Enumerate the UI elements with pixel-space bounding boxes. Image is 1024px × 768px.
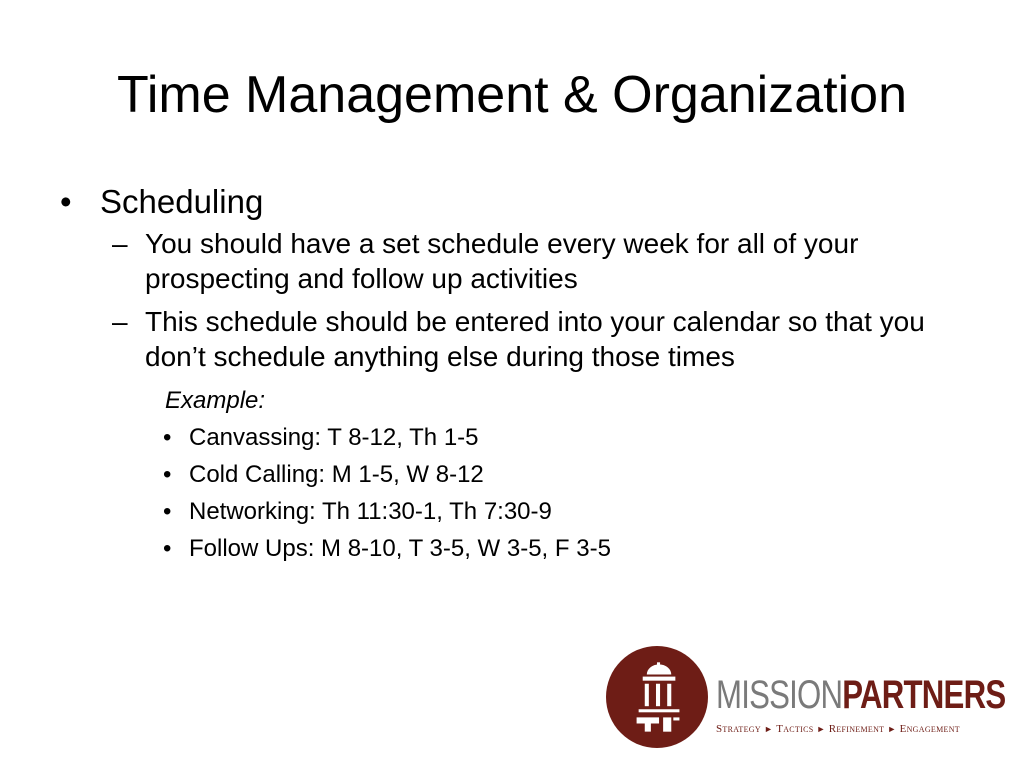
dash-icon: – — [112, 228, 128, 259]
sub-bullet-text: This schedule should be entered into your calendar so that you don’t schedule anything else during those times — [145, 306, 925, 372]
mission-partners-logo — [606, 646, 1006, 754]
example-item-canvassing — [163, 419, 980, 456]
tagline-strategy: Strategy — [716, 723, 761, 735]
tagline-engagement: Engagement — [899, 723, 960, 735]
sub-bullet-set-schedule — [112, 226, 950, 296]
example-text: Networking: Th 11:30-1, Th 7:30-9 — [189, 498, 552, 525]
example-text: Cold Calling: M 1-5, W 8-12 — [189, 461, 484, 488]
tagline-tactics: Tactics — [776, 723, 814, 735]
example-item-follow-ups — [163, 530, 980, 567]
tagline-refinement: Refinement — [828, 723, 885, 735]
logo-tagline — [716, 722, 960, 736]
example-item-cold-calling — [163, 456, 980, 493]
slide-title: Time Management & Organization — [116, 66, 907, 124]
logo-word-mission: MISSION — [716, 673, 843, 717]
bullet-icon: • — [60, 183, 72, 220]
dome-emblem-icon — [606, 646, 708, 748]
example-item-networking — [163, 493, 980, 530]
logo-wordmark — [716, 674, 1005, 716]
bullet-icon: • — [163, 498, 172, 525]
bullet-icon: • — [163, 424, 172, 451]
bullet-scheduling — [60, 180, 980, 224]
tag-arrow-icon: ► — [816, 724, 826, 734]
bullet-text: Scheduling — [100, 183, 264, 220]
logo-word-partners: PARTNERS — [842, 673, 1006, 717]
sub-bullet-calendar — [112, 304, 950, 374]
sub-bullet-text: You should have a set schedule every week for all of your prospecting and follow up activities — [145, 228, 859, 294]
slide-body — [60, 180, 980, 567]
tag-arrow-icon: ► — [887, 724, 897, 734]
example-label: Example: — [165, 387, 266, 414]
example-text: Follow Ups: M 8-10, T 3-5, W 3-5, F 3-5 — [189, 535, 611, 562]
dash-icon: – — [112, 306, 128, 337]
example-text: Canvassing: T 8-12, Th 1-5 — [189, 424, 479, 451]
bullet-icon: • — [163, 461, 172, 488]
bullet-icon: • — [163, 535, 172, 562]
tag-arrow-icon: ► — [763, 724, 774, 734]
